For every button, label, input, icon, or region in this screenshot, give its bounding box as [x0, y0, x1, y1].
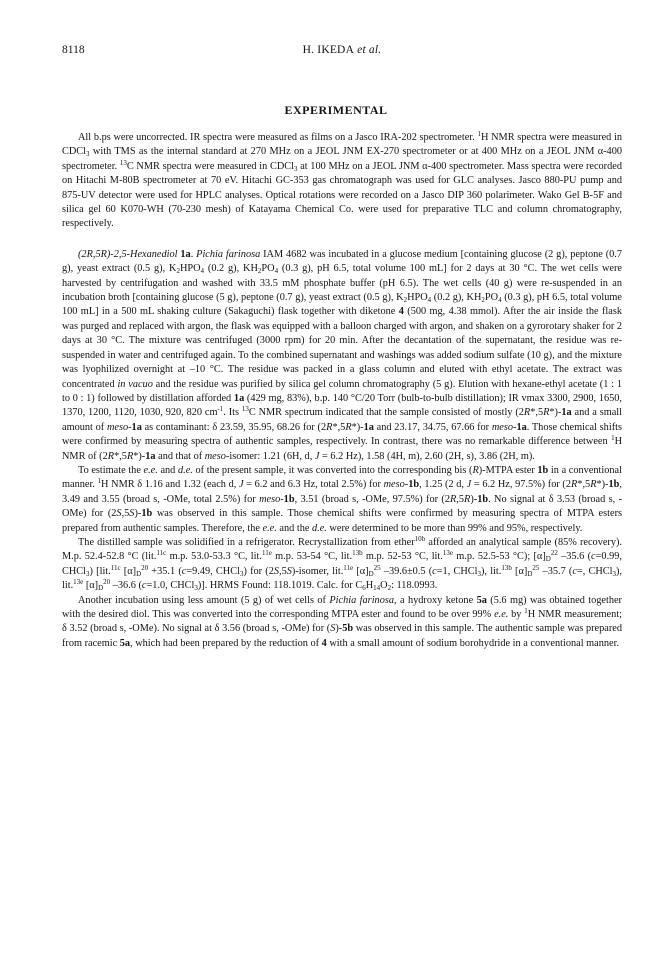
- running-head-author-initial: H. I: [302, 44, 322, 56]
- page-header: [62, 44, 622, 62]
- paragraph-hexanediol-preparation: (2R,5R)-2,5-Hexanediol 1a. Pichia farinosa IAM 4682 was incubated in a glucose medium [containing glucose (2 g), peptone (0.7 g), yeast extract (0.5 g), $K_2HPO_4$ (0.2 g), $KH_2PO_4$ (0.3 g), pH 6.5, total volume 100 mL] for 2 days at 30 °C. The wet cells were harvested by centrifugation and washed with 33.5 mM phosphate buffer (pH 6.5). The wet cells (40 g) were re-suspended in an incubation broth [containing glucose (5 g), peptone (0.7 g), yeast extract (0.5 g), $K_2HPO_4$ (0.2 g), $KH_2PO_4$ (0.3 g), pH 6.5, total volume 100 mL] in a 500 mL shaking culture (Sakaguchi) flask together with diketone 4 (500 mg, 4.38 mmol). After the air inside the flask was purged and replaced with argon, the flask was equipped with a balloon charged with argon, and shaken on a gyrorotary shaker for 2 days at 30 °C. The mixture was centrifuged (3000 rpm) for 20 min. After the decantation of the supernatant, the residue was re-suspended in water and centrifuged again. To the combined supernatant and washings was added sodium sulfate (10 g), and the mixture was lyophilized overnight at –10 °C. The residue was packed in a glass column and eluted with ethyl acetate. The extract was concentrated in vacuo and the residue was purified by silica gel column chromatography (5 g). Elution with hexane-ethyl acetate (1 : 1 to 0 : 1) followed by distillation afforded 1a (429 mg, 83%), b.p. 140 °C/20 Torr (bulb-to-bulb distillation); IR vmax 3300, 2900, 1650, 1370, 1200, 1120, 1030, 920, 820 $cm^{-1}$. Its $^{13}$C NMR spectrum indicated that the sample consisted of mostly (2R*,5R*)-1a and a small amount of meso-1a as contaminant: δ 23.59, 35.95, 68.26 for (2R*,5R*)-1a and 23.17, 34.75, 67.66 for meso-1a. Those chemical shifts were confirmed by measuring spectra of authentic samples, respectively. In contrast, there was no remarkable difference between $^1$H NMR of (2R*,5R*)-1a and that of meso-isomer: 1.21 (6H, d, J = 6.2 Hz), 1.58 (4H, m), 2.60 (2H, s), 3.86 (2H, m).: [62, 248, 623, 462]
- paragraph-mtpa-ester: To estimate the e.e. and d.e. of the present sample, it was converted into the corresponding bis (R)-MTPA ester 1b in a conventional manner. $^1$H NMR δ 1.16 and 1.32 (each d, J = 6.2 and 6.3 Hz, total 2.5%) for meso-1b, 1.25 (2 d, J = 6.2 Hz, 97.5%) for (2R*,5R*)-1b, 3.49 and 3.55 (broad s, -OMe, total 2.5%) for meso-1b, 3.51 (broad s, -OMe, 97.5%) for (2R,5R)-1b. No signal at δ 3.53 (broad s, -OMe) for (2S,5S)-1b was observed in this sample. Those chemical shifts were confirmed by measuring spectra of MTPA esters prepared from authentic samples. Therefore, the e.e. and the d.e. were determined to be more than 99% and 95%, respectively.: [62, 464, 623, 534]
- page-number: 8118: [62, 44, 85, 56]
- running-head: [62, 44, 622, 56]
- section-title: EXPERIMENTAL: [284, 103, 388, 117]
- running-head-author-rest: KEDA: [321, 44, 355, 56]
- paragraph-hydroxy-ketone: Another incubation using less amount (5 g) of wet cells of Pichia farinosa, a hydroxy ketone 5a (5.6 mg) was obtained together with the desired diol. This was converted into the corresponding MTPA ester and found to be over 99% e.e. by $^1$H NMR measurement; δ 3.52 (broad s, -OMe). No signal at δ 3.56 (broad s, -OMe) for (S)-5b was observed in this sample. The authentic sample was prepared from racemic 5a, which had been prepared by the reduction of 4 with a small amount of sodium borohydride in a conventional manner.: [62, 594, 622, 649]
- paragraph-general-methods: All b.ps were uncorrected. IR spectra were measured as films on a Jasco IRA-202 spectrometer. $^1$H NMR spectra were measured in CDCl$_3$ with TMS as the internal standard at 270 MHz on a JEOL JNM EX-270 spectrometer or at 400 MHz on a JEOL JNM α-400 spectrometer. $^{13}$C NMR spectra were measured in CDCl$_3$ at 100 MHz on a JEOL JNM α-400 spectrometer. Mass spectra were recorded on Hitachi M-80B spectrometer at 70 eV. Hitachi GC-353 gas chromatograph was used for GLC analyses. Jasco 880-PU pump and 875-UV detector were used for HPLC analyses. Optical rotations were recorded on a Jasco DIP 360 polarimeter. Wako Gel B-5F and silica gel 60 K070-WH (70-230 mesh) of Katayama Chemical Co. were used for preparative TLC and column chromatography, respectively.: [62, 130, 623, 230]
- experimental-body: [62, 131, 622, 651]
- running-head-et-al: et al.: [357, 44, 382, 56]
- paragraph-recrystallization: The distilled sample was solidified in a refrigerator. Recrystallization from ether$^{10b}$ afforded an analytical sample (85% recovery). M.p. 52.4-52.8 °C (lit.$^{11c}$ m.p. 53.0-53.3 °C, lit.$^{11e}$ m.p. 53-54 °C, lit.$^{13b}$ m.p. 52-53 °C, lit.$^{13e}$ m.p. 52.5-53 °C); $[\alpha]_D^{22}$ –35.6 (c=0.99, CHCl$_3$) [lit.$^{11c}$ $[\alpha]_D^{20} +35.1$ (c=9.49, CHCl$_3$) for (2S,5S)-isomer, lit.$^{11e}$ $[\alpha]_D^{25}$ –39.6±0.5 (c=1, CHCl$_3$), lit.$^{13b}$ $[\alpha]_D^{25}$ –35.7 (c=, CHCl$_3$), lit.$^{13e}$ $[\alpha]_D^{20}$ –36.6 (c=1.0, CHCl$_3$)]. HRMS Found: 118.1019. Calc. for $C_6H_{14}O_2$: 118.0993.: [62, 534, 623, 593]
